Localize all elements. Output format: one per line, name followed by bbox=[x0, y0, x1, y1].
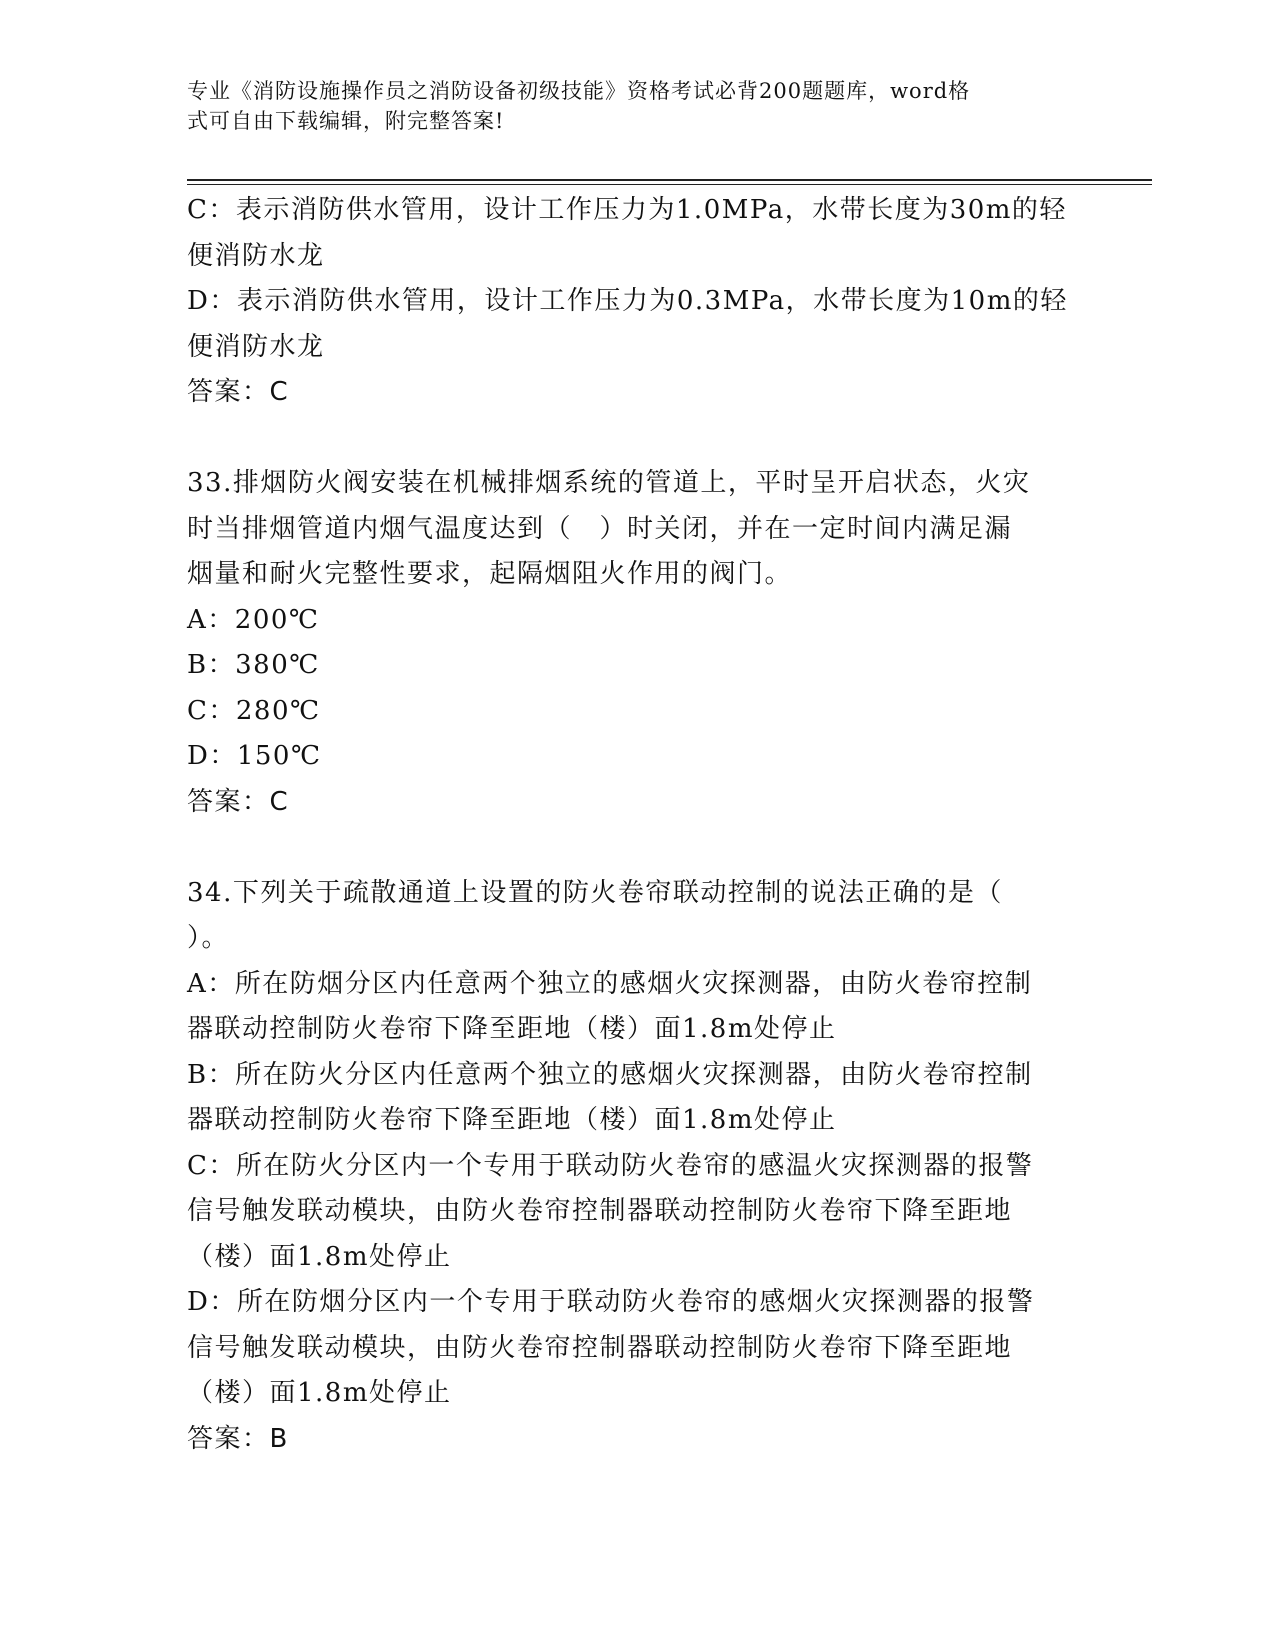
question-stem: 时当排烟管道内烟气温度达到（ ）时关闭，并在一定时间内满足漏 bbox=[187, 513, 1013, 544]
option-a-text: A：200℃ bbox=[187, 604, 320, 635]
option-b-text: 器联动控制防火卷帘下降至距地（楼）面1.8m处停止 bbox=[187, 1105, 837, 1135]
option-d-text: 信号触发联动模块，由防火卷帘控制器联动控制防火卷帘下降至距地 bbox=[187, 1332, 1013, 1363]
option-d-text: 便消防水龙 bbox=[187, 331, 325, 362]
option-c-text: 便消防水龙 bbox=[187, 240, 325, 271]
option-d-text: D：表示消防供水管用，设计工作压力为0.3MPa，水带长度为10m的轻 bbox=[187, 286, 1068, 316]
question-content bbox=[187, 188, 1087, 1462]
header-divider-thin bbox=[187, 184, 1152, 185]
option-b-text: B：380℃ bbox=[187, 650, 320, 680]
option-a-text: 器联动控制防火卷帘下降至距地（楼）面1.8m处停止 bbox=[187, 1014, 837, 1044]
question-stem: 33.排烟防火阀安装在机械排烟系统的管道上，平时呈开启状态，火灾 bbox=[187, 468, 1031, 498]
answer-label: 答案：C bbox=[187, 786, 290, 817]
option-b-text: B：所在防火分区内任意两个独立的感烟火灾探测器，由防火卷帘控制 bbox=[187, 1059, 1033, 1090]
section-gap bbox=[187, 825, 1087, 871]
document-header bbox=[187, 76, 1067, 136]
question-stem: 34.下列关于疏散通道上设置的防火卷帘联动控制的说法正确的是（ bbox=[187, 877, 1003, 908]
answer-label: 答案：C bbox=[187, 377, 290, 407]
option-a-text: A：所在防烟分区内任意两个独立的感烟火灾探测器，由防火卷帘控制 bbox=[187, 968, 1033, 999]
option-d-text: D：150℃ bbox=[187, 741, 322, 771]
question-32-continuation bbox=[187, 188, 1087, 416]
section-gap bbox=[187, 416, 1087, 462]
question-stem: 烟量和耐火完整性要求，起隔烟阻火作用的阀门。 bbox=[187, 559, 793, 589]
question-stem: ）。 bbox=[187, 923, 230, 953]
header-line: 专业《消防设施操作员之消防设备初级技能》资格考试必背200题题库，word格 bbox=[187, 79, 971, 103]
question-34 bbox=[187, 871, 1087, 1463]
option-c-text: C：所在防火分区内一个专用于联动防火卷帘的感温火灾探测器的报警 bbox=[187, 1150, 1034, 1181]
question-33 bbox=[187, 461, 1087, 825]
option-c-text: （楼）面1.8m处停止 bbox=[187, 1241, 452, 1272]
option-d-text: D：所在防烟分区内一个专用于联动防火卷帘的感烟火灾探测器的报警 bbox=[187, 1287, 1035, 1317]
answer-label: 答案：B bbox=[187, 1423, 289, 1454]
option-c-text: C：280℃ bbox=[187, 695, 321, 726]
header-divider-thick bbox=[187, 179, 1152, 181]
header-line: 式可自由下载编辑，附完整答案! bbox=[187, 109, 505, 133]
option-c-text: C：表示消防供水管用，设计工作压力为1.0MPa，水带长度为30m的轻 bbox=[187, 195, 1067, 225]
option-d-text: （楼）面1.8m处停止 bbox=[187, 1378, 452, 1408]
option-c-text: 信号触发联动模块，由防火卷帘控制器联动控制防火卷帘下降至距地 bbox=[187, 1196, 1013, 1226]
